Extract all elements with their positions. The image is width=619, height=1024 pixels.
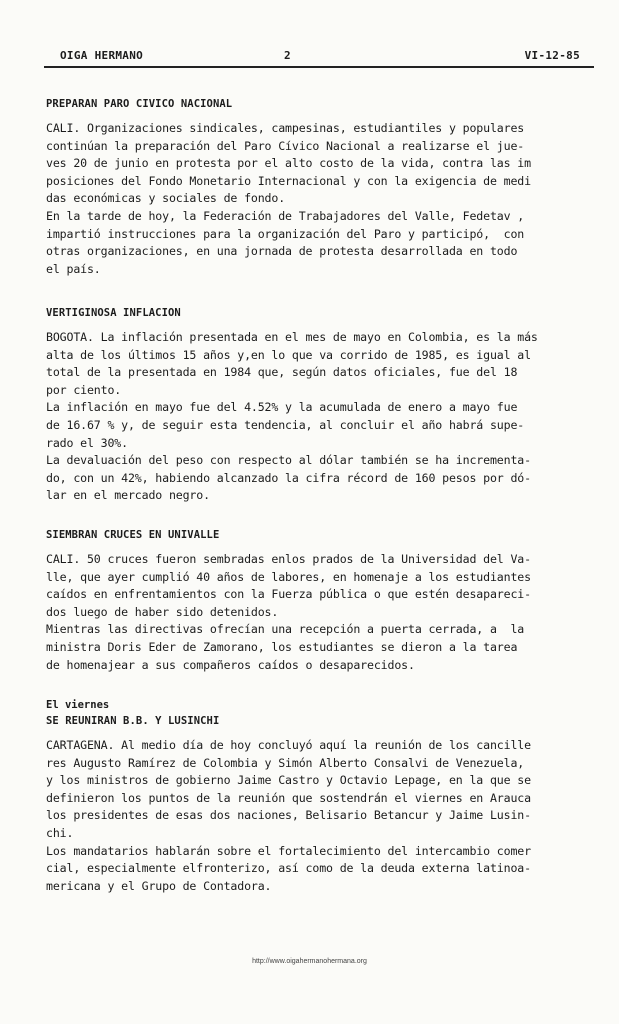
article-inflacion <box>46 305 586 505</box>
article-body: BOGOTA. La inflación presentada en el mes de mayo en Colombia, es la más alta de los últimos 15 años y,en lo que va corrido de 1985, es igual al total de la presentada en 1984 que, según datos oficiales, fue del 18 por ciento. La inflación en mayo fue del 4.52% y la acumulada de enero a mayo fue de 16.67 % y, de seguir esta tendencia, al concluir el año habrá supe- rado el 30%. La devaluación del peso con respecto al dólar también se ha incrementa- do, con un 42%, habiendo alcanzado la cifra récord de 160 pesos por dó- lar en el mercado negro. <box>46 330 538 503</box>
article-body: CALI. Organizaciones sindicales, campesinas, estudiantiles y populares continúan la preparación del Paro Cívico Nacional a realizarse el jue- ves 20 de junio en protesta por el alto costo de la vida, contra las im posiciones del Fondo Monetario Internacional y con la exigencia de medi das económicas y sociales de fondo. En la tarde de hoy, la Federación de Trabajadores del Valle, Fedetav , impartió instrucciones para la organización del Paro y participó, con otras organizaciones, en una jornada de protesta desarrollada en todo el país. <box>46 121 531 276</box>
article-heading: SE REUNIRAN B.B. Y LUSINCHI <box>46 715 220 727</box>
issue-date: VI-12-85 <box>524 49 580 62</box>
article-heading: SIEMBRAN CRUCES EN UNIVALLE <box>46 529 220 541</box>
page-number: 2 <box>284 49 291 62</box>
article-heading: VERTIGINOSA INFLACION <box>46 307 181 319</box>
article-kicker: El viernes <box>46 699 110 711</box>
page-header <box>44 49 594 65</box>
header-rule <box>44 66 594 68</box>
publication-name: OIGA HERMANO <box>60 49 144 62</box>
article-paro-civico <box>46 96 586 278</box>
footer-url: http://www.oigahermanohermana.org <box>252 958 367 965</box>
article-body: CARTAGENA. Al medio día de hoy concluyó aquí la reunión de los cancille res Augusto Ramírez de Colombia y Simón Alberto Consalvi de Venezuela, y los ministros de gobierno Jaime Castro y Octavio Lepage, en la que se definieron los puntos de la reunión que sostendrán el viernes en Arauca los presidentes de esas dos naciones, Belisario Betancur y Jaime Lusin- chi. Los mandatarios hablarán sobre el fortalecimiento del intercambio comer cial, especialmente elfronterizo, así como de la deuda externa latinoa- mericana y el Grupo de Contadora. <box>46 738 531 893</box>
article-body: CALI. 50 cruces fueron sembradas enlos prados de la Universidad del Va- lle, que ayer cumplió 40 años de labores, en homenaje a los estudiantes caídos en enfrentamientos con la Fuerza pública o que estén desapareci- dos luego de haber sido detenidos. Mientras las directivas ofrecían una recepción a puerta cerrada, a la ministra Doris Eder de Zamorano, los estudiantes se dieron a la tarea de homenajear a sus compañeros caídos o desaparecidos. <box>46 552 531 672</box>
article-univalle <box>46 527 586 674</box>
article-heading: PREPARAN PARO CIVICO NACIONAL <box>46 98 233 110</box>
article-reunion <box>46 697 586 895</box>
